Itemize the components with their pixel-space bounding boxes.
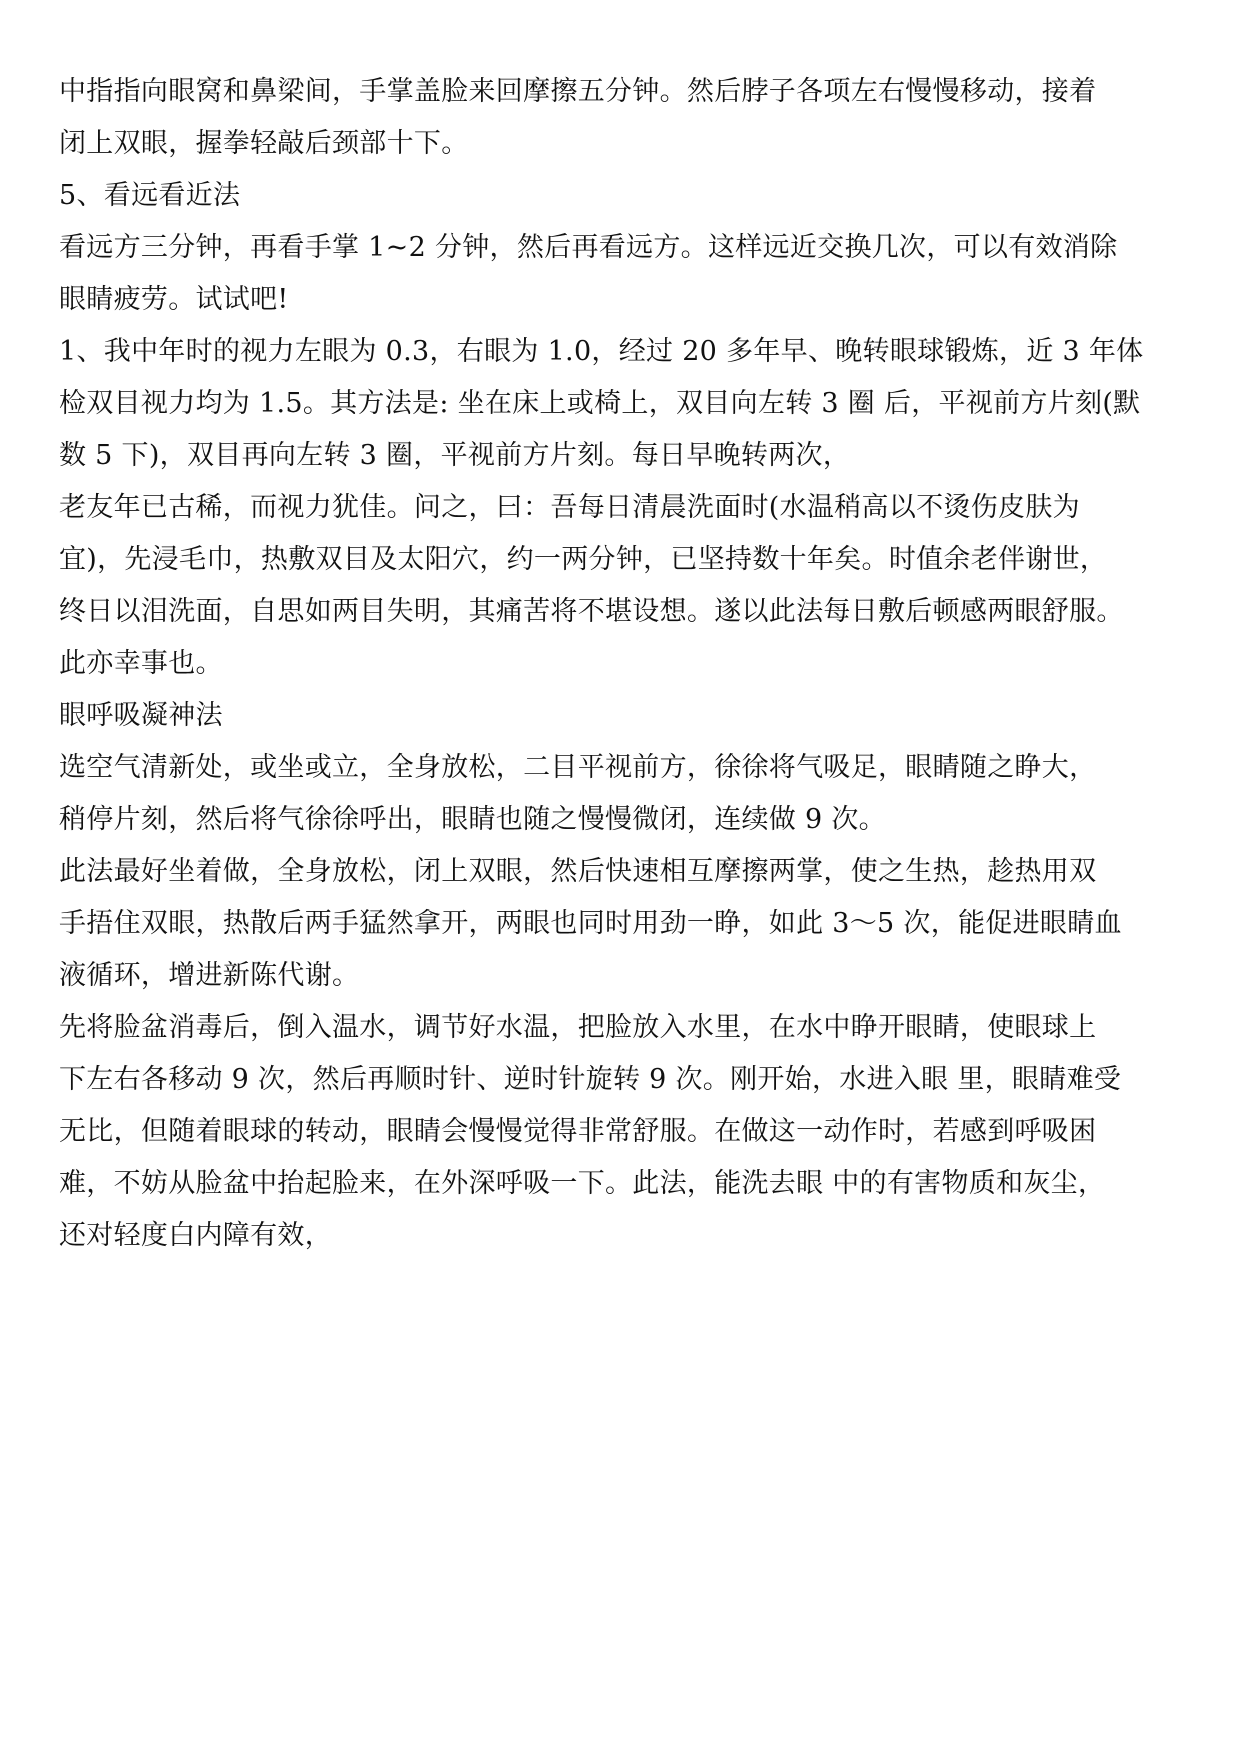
section-heading: 眼呼吸凝神法 bbox=[59, 700, 223, 731]
text-line: 先将脸盆消毒后，倒入温水，调节好水温，把脸放入水里，在水中睁开眼睛，使眼球上 bbox=[59, 1012, 1097, 1043]
text-line: 1、我中年时的视力左眼为 0.3，右眼为 1.0，经过 20 多年早、晚转眼球锻炼，近 3 年体 bbox=[59, 336, 1144, 367]
text-line: 难，不妨从脸盆中抬起脸来，在外深呼吸一下。此法，能洗去眼 中的有害物质和灰尘， bbox=[59, 1168, 1106, 1199]
text-line: 检双目视力均为 1.5。其方法是: 坐在床上或椅上，双目向左转 3 圈 后，平视前方片刻(默 bbox=[59, 388, 1141, 419]
text-line: 中指指向眼窝和鼻梁间，手掌盖脸来回摩擦五分钟。然后脖子各项左右慢慢移动，接着 bbox=[59, 76, 1097, 107]
text-line: 看远方三分钟，再看手掌 1~2 分钟，然后再看远方。这样远近交换几次，可以有效消除 bbox=[59, 232, 1118, 263]
text-line: 无比，但随着眼球的转动，眼睛会慢慢觉得非常舒服。在做这一动作时，若感到呼吸困 bbox=[59, 1116, 1097, 1147]
text-line: 老友年已古稀，而视力犹佳。问之，曰：吾每日清晨洗面时(水温稍高以不烫伤皮肤为 bbox=[59, 492, 1080, 523]
text-line: 手捂住双眼，热散后两手猛然拿开，两眼也同时用劲一睁，如此 3～5 次，能促进眼睛血 bbox=[59, 908, 1122, 939]
text-line: 此法最好坐着做，全身放松，闭上双眼，然后快速相互摩擦两掌，使之生热，趁热用双 bbox=[59, 856, 1097, 887]
document-body bbox=[59, 66, 1189, 1262]
text-line: 选空气清新处，或坐或立，全身放松，二目平视前方，徐徐将气吸足，眼睛随之睁大， bbox=[59, 752, 1097, 783]
text-line: 数 5 下)，双目再向左转 3 圈，平视前方片刻。每日早晚转两次， bbox=[59, 440, 851, 471]
text-line: 闭上双眼，握拳轻敲后颈部十下。 bbox=[59, 128, 469, 159]
text-line: 终日以泪洗面，自思如两目失明，其痛苦将不堪设想。遂以此法每日敷后顿感两眼舒服。 bbox=[59, 596, 1124, 627]
text-line: 液循环，增进新陈代谢。 bbox=[59, 960, 360, 991]
text-line: 下左右各移动 9 次，然后再顺时针、逆时针旋转 9 次。刚开始，水进入眼 里，眼睛难受 bbox=[59, 1064, 1122, 1095]
text-line: 此亦幸事也。 bbox=[59, 648, 223, 679]
text-line: 还对轻度白内障有效， bbox=[59, 1220, 332, 1251]
section-heading: 5、看远看近法 bbox=[59, 180, 241, 211]
text-line: 稍停片刻，然后将气徐徐呼出，眼睛也随之慢慢微闭，连续做 9 次。 bbox=[59, 804, 886, 835]
text-line: 宜)，先浸毛巾，热敷双目及太阳穴，约一两分钟，已坚持数十年矣。时值余老伴谢世， bbox=[59, 544, 1108, 575]
text-line: 眼睛疲劳。试试吧! bbox=[59, 284, 289, 315]
